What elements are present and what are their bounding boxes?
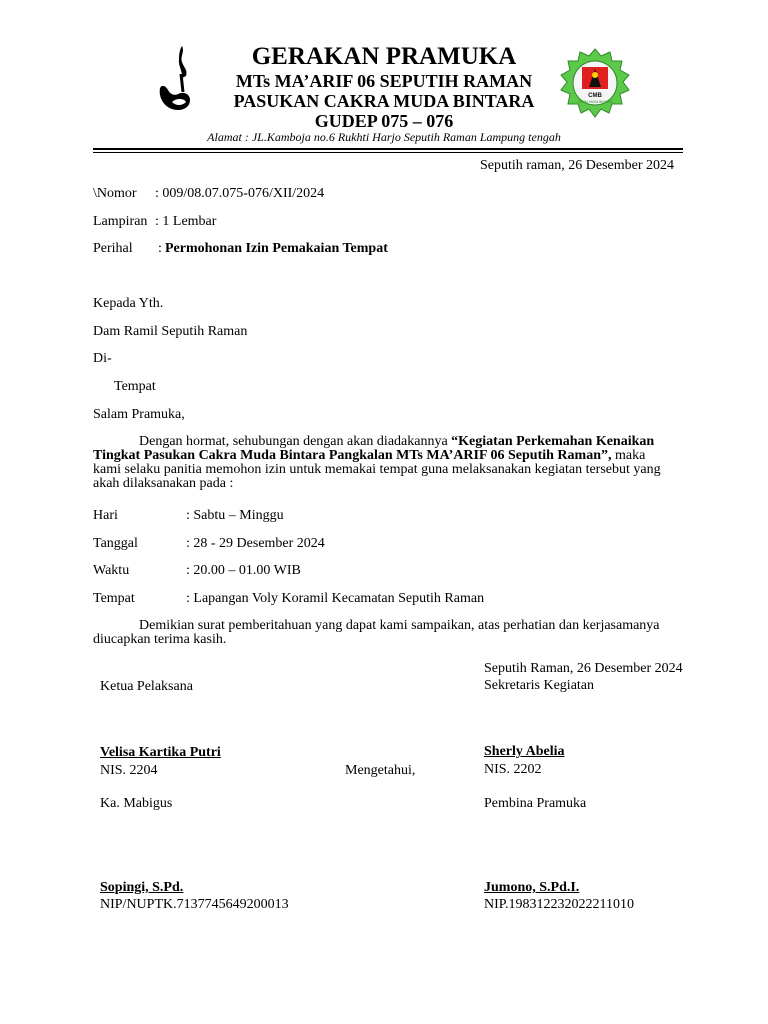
perihal-colon: : [158,241,162,256]
left-signer-id-2: NIP/NUPTK.7137745649200013 [100,897,289,912]
place-date: Seputih raman, 26 Desember 2024 [479,158,674,173]
school-name: MTs MA’ARIF 06 SEPUTIH RAMAN [235,71,533,91]
right-signer-id-2: NIP.198312232022211010 [484,897,634,912]
nomor-label: \Nomor [93,186,137,201]
sign-place-date: Seputih Raman, 26 Desember 2024 [484,661,683,676]
lampiran-label: Lampiran [93,214,148,229]
lampiran-value: : 1 Lembar [155,214,217,229]
detail-label-waktu: Waktu [93,563,130,578]
detail-label-hari: Hari [93,508,118,523]
detail-value-hari: : Sabtu – Minggu [186,508,284,523]
badge-text-top: CMB [588,93,602,99]
nomor-value: : 009/08.07.075-076/XII/2024 [155,186,325,201]
left-signer-name: Velisa Kartika Putri [100,745,221,760]
di-label: Di- [93,351,112,366]
right-role: Sekretaris Kegiatan [484,678,595,693]
kepada-label: Kepada Yth. [93,296,164,311]
right-signer-name-2: Jumono, S.Pd.I. [484,880,580,895]
header-divider [93,148,683,150]
detail-label-tanggal: Tanggal [93,536,138,551]
tempat-label: Tempat [114,379,156,394]
body-paragraph [93,435,673,491]
right-signer-id: NIS. 2202 [484,762,542,777]
left-role-2: Ka. Mabigus [100,796,173,811]
detail-value-tempat: : Lapangan Voly Koramil Kecamatan Seputih Raman [186,591,485,606]
address: Alamat : JL.Kamboja no.6 Rukhti Harjo Seputih Raman Lampung tengah [207,130,561,144]
salam: Salam Pramuka, [93,407,185,422]
perihal-value: Permohonan Izin Pemakaian Tempat [165,241,388,256]
detail-label-tempat: Tempat [93,591,135,606]
left-role: Ketua Pelaksana [100,679,193,694]
org-title: GERAKAN PRAMUKA [251,43,517,70]
body-intro: Dengan hormat, sehubungan dengan akan diadakannya [139,434,452,449]
left-signer-name-2: Sopingi, S.Pd. [100,880,184,895]
unit-name: PASUKAN CAKRA MUDA BINTARA [233,91,535,111]
body-event: “Kegiatan Perkemahan Kenaikan Tingkat Pasukan Cakra Muda Bintara Pangkalan MTs MA’ARIF 06 Seputih Raman”, [93,434,655,463]
gudep-number: GUDEP 075 – 076 [314,111,454,131]
recipient: Dam Ramil Seputih Raman [93,324,248,339]
right-signer-name: Sherly Abelia [484,744,565,759]
perihal-label: Perihal [93,241,133,256]
right-role-2: Pembina Pramuka [484,796,587,811]
badge-text-bottom: CAKRA MUDA BINTARA [577,100,613,104]
header-divider-thin [93,152,683,153]
detail-value-tanggal: : 28 - 29 Desember 2024 [186,536,325,551]
mengetahui-label: Mengetahui, [345,763,416,778]
closing-paragraph: Demikian surat pemberitahuan yang dapat kami sampaikan, atas perhatian dan kerjasamanya diucapkan terima kasih. [93,618,660,647]
left-signer-id: NIS. 2204 [100,763,158,778]
detail-value-waktu: : 20.00 – 01.00 WIB [186,563,301,578]
body-rest: maka kami selaku panitia memohon izin untuk memakai tempat guna melaksanakan kegiatan tersebut yang akah dilaksanakan pada : [93,448,661,491]
